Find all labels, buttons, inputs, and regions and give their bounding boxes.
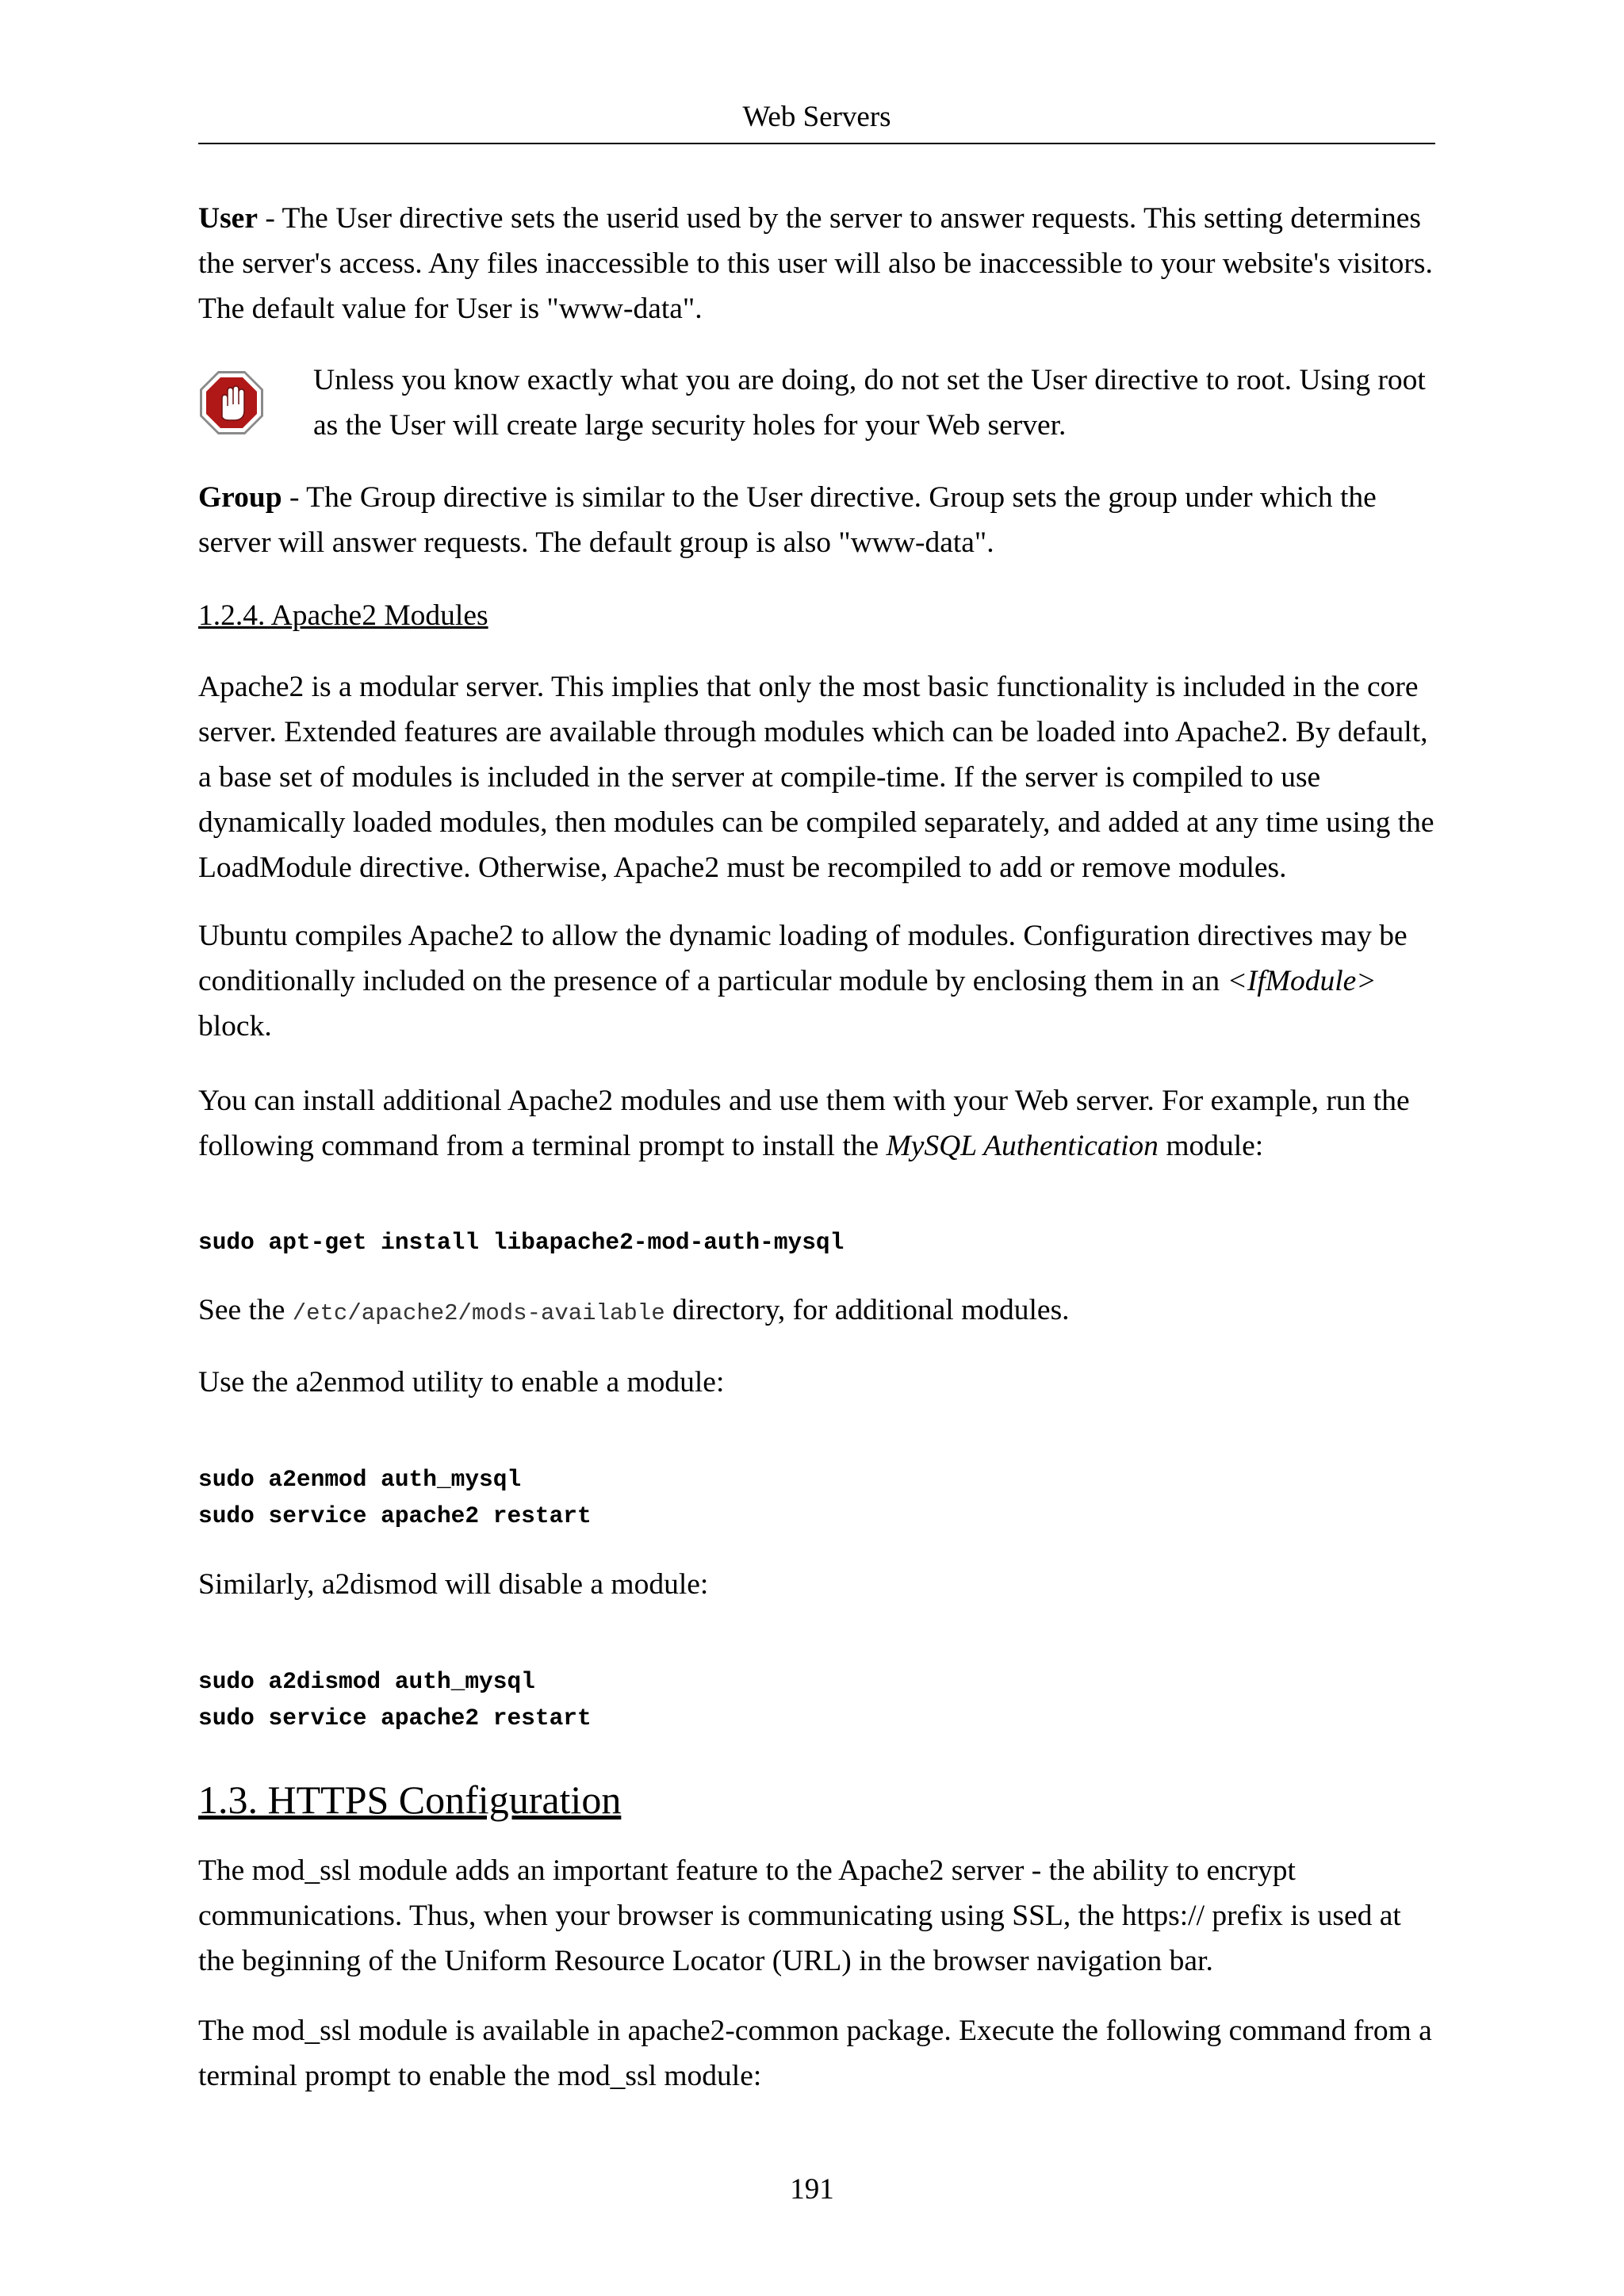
warning-note: Unless you know exactly what you are doing, do not set the User directive to root. Using root as the User will create large security holes for your Web server. (313, 364, 1426, 442)
mysql-auth-term: MySQL Authentication (886, 1130, 1159, 1162)
user-directive-paragraph (198, 196, 1439, 331)
install-command-code: sudo apt-get install libapache2-mod-auth-mysql (198, 1229, 845, 1256)
group-description: - The Group directive is similar to the User directive. Group sets the group under which the server will answer requests. The default group is also "www-data". (198, 481, 1377, 559)
see-text: See the (198, 1294, 293, 1326)
group-term: Group (198, 481, 282, 514)
mods-available-path: /etc/apache2/mods-available (292, 1300, 665, 1326)
modules-paragraph-2-text: Ubuntu compiles Apache2 to allow the dynamic loading of modules. Configuration directives may be conditionally included on the presence of a particular module by enclosing them in an (198, 920, 1408, 997)
a2dismod-code: sudo a2dismod auth_mysql sudo service apache2 restart (198, 1668, 592, 1732)
page-number: 191 (790, 2173, 834, 2206)
https-paragraph-2: The mod_ssl module is available in apache2-common package. Execute the following command from a terminal prompt to enable the mod_ssl module: (198, 2015, 1432, 2092)
header-rule (198, 143, 1435, 144)
section-title: 1.3. HTTPS Configuration (198, 1777, 622, 1822)
modules-paragraph-3 (198, 1078, 1439, 1169)
a2enmod-paragraph: Use the a2enmod utility to enable a module: (198, 1366, 725, 1399)
modules-paragraph-2-tail: block. (198, 1010, 272, 1043)
stop-hand-icon (198, 369, 265, 436)
modules-paragraph-2 (198, 913, 1439, 1049)
modules-paragraph-3-text: You can install additional Apache2 modules and use them with your Web server. For example, run the following command from a terminal prompt to install the (198, 1085, 1410, 1162)
see-tail: directory, for additional modules. (665, 1294, 1070, 1326)
mods-available-paragraph (198, 1288, 1439, 1336)
a2enmod-code: sudo a2enmod auth_mysql sudo service apache2 restart (198, 1466, 592, 1529)
running-header: Web Servers (742, 101, 891, 133)
modules-paragraph-3-tail: module: (1158, 1130, 1264, 1162)
user-description: - The User directive sets the userid used by the server to answer requests. This setting determines the server's access. Any files inaccessible to this user will also be inaccessible to your website's visitors. The default value for User is "www-data". (198, 202, 1433, 325)
a2dismod-paragraph: Similarly, a2dismod will disable a module: (198, 1568, 709, 1601)
modules-paragraph-1: Apache2 is a modular server. This implies that only the most basic functionality is included in the core server. Extended features are available through modules which can be loaded into Apache2. By default, a base set of modules is included in the server at compile-time. If the server is compiled to use dynamically loaded modules, then modules can be compiled separately, and added at any time using the LoadModule directive. Otherwise, Apache2 must be recompiled to add or remove modules. (198, 671, 1434, 884)
https-paragraph-1: The mod_ssl module adds an important feature to the Apache2 server - the ability to encrypt communications. Thus, when your browser is communicating using SSL, the https:// prefix is used at the beginning of the Uniform Resource Locator (URL) in the browser navigation bar. (198, 1854, 1401, 1977)
user-term: User (198, 202, 258, 235)
subsection-title: 1.2.4. Apache2 Modules (198, 599, 488, 632)
ifmodule-term: <IfModule> (1227, 965, 1377, 997)
group-directive-paragraph (198, 475, 1439, 565)
